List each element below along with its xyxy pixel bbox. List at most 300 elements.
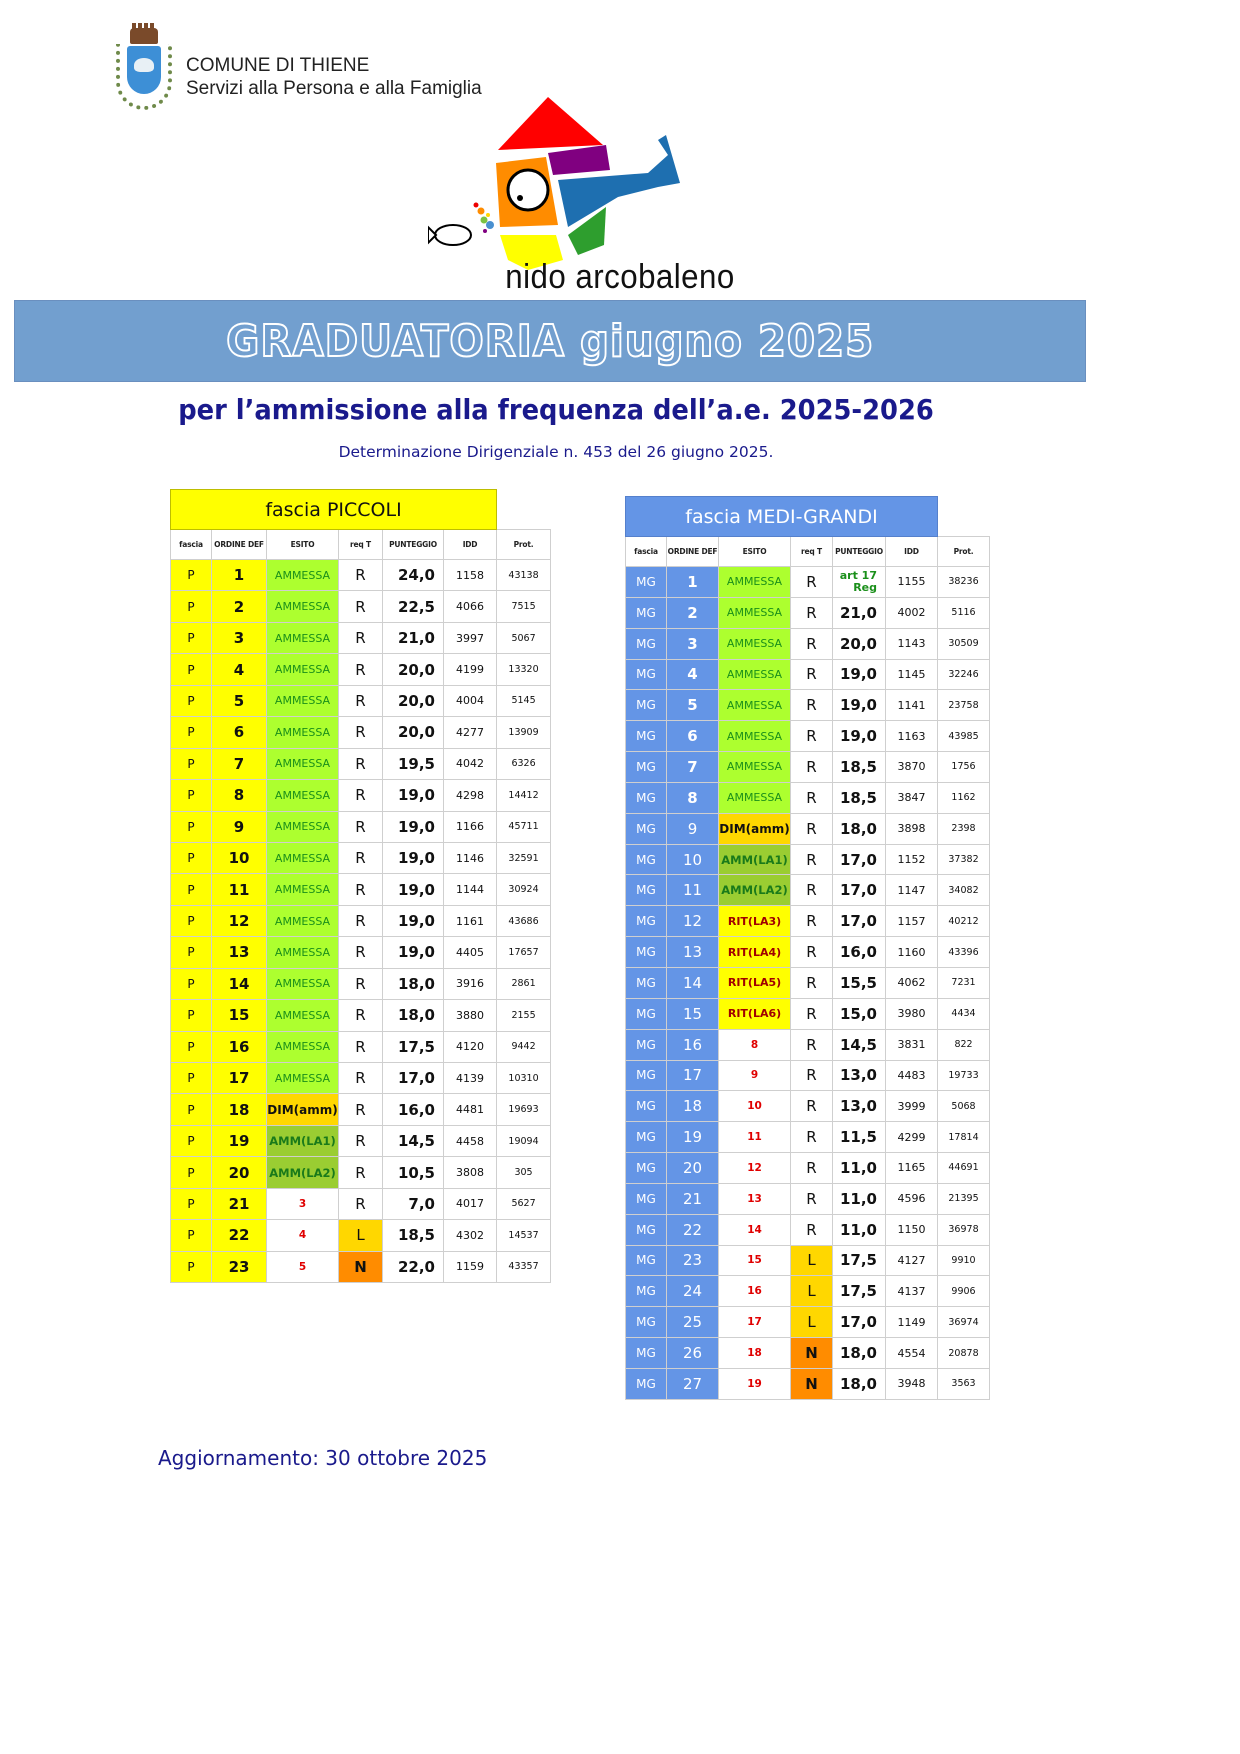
esito-cell: AMMESSA <box>267 811 339 842</box>
fascia-cell: MG <box>626 844 667 875</box>
req-cell: R <box>791 567 833 598</box>
table-row <box>626 659 990 690</box>
score-cell: 21,0 <box>833 597 886 628</box>
table-row <box>626 782 990 813</box>
prot-cell: 37382 <box>938 844 990 875</box>
req-cell: R <box>339 968 383 999</box>
fascia-cell: P <box>171 717 212 748</box>
order-cell: 1 <box>667 567 719 598</box>
esito-cell: 19 <box>719 1368 791 1399</box>
req-cell: R <box>791 721 833 752</box>
score-cell: 21,0 <box>383 622 444 653</box>
fascia-cell: P <box>171 968 212 999</box>
esito-cell: 17 <box>719 1307 791 1338</box>
esito-cell: AMMESSA <box>267 748 339 779</box>
last-update: Aggiornamento: 30 ottobre 2025 <box>158 1446 488 1470</box>
table-row <box>171 905 551 936</box>
score-cell: 24,0 <box>383 560 444 591</box>
score-cell: 17,0 <box>833 875 886 906</box>
esito-cell: AMM(LA2) <box>267 1157 339 1188</box>
table-row <box>626 690 990 721</box>
order-cell: 22 <box>667 1214 719 1245</box>
fascia-cell: MG <box>626 1029 667 1060</box>
medigrandi-table <box>625 496 990 1400</box>
idd-cell: 1141 <box>886 690 938 721</box>
prot-cell: 14412 <box>497 780 551 811</box>
esito-cell: AMM(LA1) <box>267 1125 339 1156</box>
score-cell: 18,0 <box>833 813 886 844</box>
table-row <box>171 780 551 811</box>
order-cell: 7 <box>667 752 719 783</box>
piccoli-table <box>170 489 551 1283</box>
table-row <box>626 1122 990 1153</box>
idd-cell: 3870 <box>886 752 938 783</box>
prot-cell: 7515 <box>497 591 551 622</box>
score-cell: art 17 Reg <box>833 567 886 598</box>
score-cell: 7,0 <box>383 1188 444 1219</box>
req-cell: R <box>791 1153 833 1184</box>
esito-cell: RIT(LA4) <box>719 937 791 968</box>
table-row <box>171 685 551 716</box>
score-cell: 19,0 <box>383 842 444 873</box>
table-row <box>171 1063 551 1094</box>
esito-cell: AMMESSA <box>719 782 791 813</box>
table-row <box>171 874 551 905</box>
prot-cell: 34082 <box>938 875 990 906</box>
column-header: IDD <box>886 537 938 567</box>
table-row <box>626 998 990 1029</box>
esito-cell: AMMESSA <box>719 752 791 783</box>
fascia-cell: P <box>171 874 212 905</box>
table-row <box>626 628 990 659</box>
fascia-cell: P <box>171 905 212 936</box>
score-cell: 13,0 <box>833 1091 886 1122</box>
esito-cell: AMMESSA <box>267 937 339 968</box>
prot-cell: 32591 <box>497 842 551 873</box>
req-cell: R <box>791 967 833 998</box>
order-cell: 14 <box>667 967 719 998</box>
idd-cell: 1147 <box>886 875 938 906</box>
score-cell: 11,5 <box>833 1122 886 1153</box>
order-cell: 15 <box>212 1000 267 1031</box>
idd-cell: 3808 <box>444 1157 497 1188</box>
prot-cell: 13320 <box>497 654 551 685</box>
table-row <box>626 1029 990 1060</box>
table-row <box>171 717 551 748</box>
order-cell: 22 <box>212 1220 267 1251</box>
score-cell: 19,0 <box>383 937 444 968</box>
score-cell: 20,0 <box>383 717 444 748</box>
req-cell: R <box>339 685 383 716</box>
esito-cell: AMM(LA2) <box>719 875 791 906</box>
idd-cell: 4004 <box>444 685 497 716</box>
fascia-cell: P <box>171 654 212 685</box>
fascia-cell: MG <box>626 937 667 968</box>
prot-cell: 10310 <box>497 1063 551 1094</box>
score-cell: 18,0 <box>833 1338 886 1369</box>
idd-cell: 3831 <box>886 1029 938 1060</box>
esito-cell: AMMESSA <box>267 1000 339 1031</box>
table-row <box>626 844 990 875</box>
table-row <box>626 937 990 968</box>
req-cell: R <box>791 659 833 690</box>
order-cell: 26 <box>667 1338 719 1369</box>
subtitle: per l’ammissione alla frequenza dell’a.e. 2025-2026 <box>178 393 934 426</box>
req-cell: N <box>339 1251 383 1282</box>
fascia-cell: P <box>171 591 212 622</box>
fascia-cell: MG <box>626 1183 667 1214</box>
table-row <box>626 1183 990 1214</box>
fascia-cell: P <box>171 1125 212 1156</box>
fascia-cell: P <box>171 1157 212 1188</box>
idd-cell: 3847 <box>886 782 938 813</box>
fascia-cell: MG <box>626 1214 667 1245</box>
fascia-cell: MG <box>626 752 667 783</box>
idd-cell: 4042 <box>444 748 497 779</box>
municipality-header <box>112 26 482 114</box>
order-cell: 17 <box>667 1060 719 1091</box>
prot-cell: 9910 <box>938 1245 990 1276</box>
score-cell: 19,0 <box>383 780 444 811</box>
coat-of-arms-icon <box>112 26 174 114</box>
order-cell: 16 <box>667 1029 719 1060</box>
column-header: ORDINE DEF <box>667 537 719 567</box>
prot-cell: 5116 <box>938 597 990 628</box>
prot-cell: 305 <box>497 1157 551 1188</box>
esito-cell: AMM(LA1) <box>719 844 791 875</box>
table-row <box>171 1031 551 1062</box>
score-cell: 18,5 <box>833 752 886 783</box>
prot-cell: 19733 <box>938 1060 990 1091</box>
score-cell: 18,0 <box>383 968 444 999</box>
req-cell: R <box>791 1091 833 1122</box>
req-cell: R <box>339 1063 383 1094</box>
order-cell: 18 <box>667 1091 719 1122</box>
score-cell: 22,0 <box>383 1251 444 1282</box>
req-cell: R <box>791 782 833 813</box>
fascia-cell: P <box>171 811 212 842</box>
req-cell: R <box>339 622 383 653</box>
score-cell: 10,5 <box>383 1157 444 1188</box>
score-cell: 15,0 <box>833 998 886 1029</box>
esito-cell: AMMESSA <box>267 905 339 936</box>
score-cell: 19,0 <box>383 874 444 905</box>
order-cell: 13 <box>667 937 719 968</box>
fascia-cell: P <box>171 842 212 873</box>
prot-cell: 2155 <box>497 1000 551 1031</box>
order-cell: 25 <box>667 1307 719 1338</box>
order-cell: 23 <box>212 1251 267 1282</box>
order-cell: 6 <box>667 721 719 752</box>
page-title: GRADUATORIA giugno 2025 <box>225 315 874 367</box>
req-cell: R <box>791 1183 833 1214</box>
fascia-cell: P <box>171 937 212 968</box>
prot-cell: 6326 <box>497 748 551 779</box>
esito-cell: 11 <box>719 1122 791 1153</box>
req-cell: R <box>791 844 833 875</box>
fascia-cell: MG <box>626 567 667 598</box>
esito-cell: AMMESSA <box>719 659 791 690</box>
table-row <box>626 721 990 752</box>
prot-cell: 13909 <box>497 717 551 748</box>
column-header: req T <box>339 530 383 560</box>
order-cell: 12 <box>212 905 267 936</box>
table-row <box>626 1307 990 1338</box>
idd-cell: 1166 <box>444 811 497 842</box>
table-row <box>171 842 551 873</box>
score-cell: 17,5 <box>833 1276 886 1307</box>
fascia-cell: MG <box>626 875 667 906</box>
fascia-cell: P <box>171 685 212 716</box>
fascia-cell: MG <box>626 1368 667 1399</box>
order-cell: 5 <box>212 685 267 716</box>
idd-cell: 4483 <box>886 1060 938 1091</box>
fascia-cell: MG <box>626 1338 667 1369</box>
fascia-cell: MG <box>626 1122 667 1153</box>
esito-cell: 8 <box>719 1029 791 1060</box>
score-cell: 19,0 <box>383 811 444 842</box>
idd-cell: 1146 <box>444 842 497 873</box>
order-cell: 24 <box>667 1276 719 1307</box>
prot-cell: 5068 <box>938 1091 990 1122</box>
order-cell: 19 <box>212 1125 267 1156</box>
score-cell: 15,5 <box>833 967 886 998</box>
order-cell: 11 <box>212 874 267 905</box>
column-header: ESITO <box>719 537 791 567</box>
esito-cell: DIM(amm) <box>719 813 791 844</box>
score-cell: 20,0 <box>383 685 444 716</box>
idd-cell: 4017 <box>444 1188 497 1219</box>
table-row <box>171 937 551 968</box>
req-cell: R <box>339 905 383 936</box>
prot-cell: 23758 <box>938 690 990 721</box>
prot-cell: 822 <box>938 1029 990 1060</box>
table-row <box>626 1338 990 1369</box>
table-row <box>626 1091 990 1122</box>
idd-cell: 3880 <box>444 1000 497 1031</box>
prot-cell: 36974 <box>938 1307 990 1338</box>
fascia-cell: P <box>171 1000 212 1031</box>
order-cell: 10 <box>212 842 267 873</box>
fascia-cell: MG <box>626 998 667 1029</box>
req-cell: R <box>791 813 833 844</box>
order-cell: 21 <box>212 1188 267 1219</box>
esito-cell: AMMESSA <box>267 591 339 622</box>
fascia-cell: MG <box>626 782 667 813</box>
order-cell: 20 <box>667 1153 719 1184</box>
prot-cell: 3563 <box>938 1368 990 1399</box>
esito-cell: 15 <box>719 1245 791 1276</box>
prot-cell: 30509 <box>938 628 990 659</box>
order-cell: 12 <box>667 906 719 937</box>
order-cell: 6 <box>212 717 267 748</box>
table-row <box>171 654 551 685</box>
prot-cell: 43357 <box>497 1251 551 1282</box>
order-cell: 17 <box>212 1063 267 1094</box>
prot-cell: 17814 <box>938 1122 990 1153</box>
fascia-cell: MG <box>626 721 667 752</box>
prot-cell: 4434 <box>938 998 990 1029</box>
esito-cell: 3 <box>267 1188 339 1219</box>
idd-cell: 4199 <box>444 654 497 685</box>
req-cell: R <box>791 1214 833 1245</box>
order-cell: 10 <box>667 844 719 875</box>
fascia-cell: P <box>171 748 212 779</box>
score-cell: 17,5 <box>833 1245 886 1276</box>
idd-cell: 1161 <box>444 905 497 936</box>
table-row <box>171 622 551 653</box>
req-cell: R <box>339 937 383 968</box>
prot-cell: 43985 <box>938 721 990 752</box>
order-cell: 20 <box>212 1157 267 1188</box>
esito-cell: RIT(LA3) <box>719 906 791 937</box>
req-cell: R <box>339 654 383 685</box>
req-cell: L <box>791 1276 833 1307</box>
table-row <box>626 1276 990 1307</box>
table-row <box>626 1245 990 1276</box>
score-cell: 19,0 <box>833 690 886 721</box>
fascia-cell: P <box>171 780 212 811</box>
prot-cell: 19693 <box>497 1094 551 1125</box>
score-cell: 17,0 <box>383 1063 444 1094</box>
order-cell: 14 <box>212 968 267 999</box>
fascia-cell: MG <box>626 813 667 844</box>
esito-cell: AMMESSA <box>267 780 339 811</box>
column-header-row <box>626 537 990 567</box>
table-row <box>171 1220 551 1251</box>
prot-cell: 40212 <box>938 906 990 937</box>
order-cell: 18 <box>212 1094 267 1125</box>
piccoli-title: fascia PICCOLI <box>171 490 497 530</box>
req-cell: R <box>339 717 383 748</box>
prot-cell: 5145 <box>497 685 551 716</box>
esito-cell: AMMESSA <box>719 567 791 598</box>
score-cell: 17,0 <box>833 844 886 875</box>
table-row <box>626 597 990 628</box>
table-row <box>626 813 990 844</box>
order-cell: 21 <box>667 1183 719 1214</box>
esito-cell: AMMESSA <box>267 654 339 685</box>
fascia-cell: MG <box>626 906 667 937</box>
prot-cell: 1756 <box>938 752 990 783</box>
fascia-cell: P <box>171 560 212 591</box>
table-row <box>626 752 990 783</box>
prot-cell: 19094 <box>497 1125 551 1156</box>
prot-cell: 21395 <box>938 1183 990 1214</box>
req-cell: R <box>339 1000 383 1031</box>
table-row <box>171 1251 551 1282</box>
esito-cell: AMMESSA <box>267 1031 339 1062</box>
idd-cell: 1143 <box>886 628 938 659</box>
esito-cell: 5 <box>267 1251 339 1282</box>
esito-cell: AMMESSA <box>267 842 339 873</box>
table-row <box>626 1060 990 1091</box>
prot-cell: 9906 <box>938 1276 990 1307</box>
idd-cell: 4120 <box>444 1031 497 1062</box>
idd-cell: 1158 <box>444 560 497 591</box>
score-cell: 18,5 <box>833 782 886 813</box>
prot-cell: 45711 <box>497 811 551 842</box>
table-row <box>626 875 990 906</box>
idd-cell: 4405 <box>444 937 497 968</box>
score-cell: 18,0 <box>833 1368 886 1399</box>
order-cell: 23 <box>667 1245 719 1276</box>
esito-cell: DIM(amm) <box>267 1094 339 1125</box>
req-cell: R <box>339 842 383 873</box>
esito-cell: AMMESSA <box>719 597 791 628</box>
esito-cell: 4 <box>267 1220 339 1251</box>
score-cell: 18,5 <box>383 1220 444 1251</box>
table-row <box>626 906 990 937</box>
score-cell: 19,0 <box>833 721 886 752</box>
order-cell: 19 <box>667 1122 719 1153</box>
fascia-cell: MG <box>626 967 667 998</box>
idd-cell: 4277 <box>444 717 497 748</box>
req-cell: N <box>791 1338 833 1369</box>
order-cell: 2 <box>212 591 267 622</box>
esito-cell: AMMESSA <box>267 717 339 748</box>
fascia-cell: MG <box>626 1307 667 1338</box>
fascia-cell: P <box>171 1063 212 1094</box>
prot-cell: 43396 <box>938 937 990 968</box>
fascia-cell: MG <box>626 597 667 628</box>
prot-cell: 32246 <box>938 659 990 690</box>
esito-cell: 12 <box>719 1153 791 1184</box>
esito-cell: 13 <box>719 1183 791 1214</box>
req-cell: R <box>791 937 833 968</box>
prot-cell: 7231 <box>938 967 990 998</box>
order-cell: 11 <box>667 875 719 906</box>
score-cell: 17,0 <box>833 906 886 937</box>
esito-cell: AMMESSA <box>267 874 339 905</box>
score-cell: 16,0 <box>383 1094 444 1125</box>
req-cell: R <box>791 752 833 783</box>
order-cell: 8 <box>667 782 719 813</box>
idd-cell: 4596 <box>886 1183 938 1214</box>
req-cell: R <box>339 811 383 842</box>
idd-cell: 3997 <box>444 622 497 653</box>
idd-cell: 1165 <box>886 1153 938 1184</box>
fascia-cell: P <box>171 1220 212 1251</box>
column-header: req T <box>791 537 833 567</box>
prot-cell: 38236 <box>938 567 990 598</box>
column-header: Prot. <box>938 537 990 567</box>
req-cell: R <box>791 998 833 1029</box>
table-row <box>171 968 551 999</box>
header-text <box>186 54 482 100</box>
prot-cell: 44691 <box>938 1153 990 1184</box>
institution-name: COMUNE DI THIENE <box>186 55 370 76</box>
req-cell: R <box>791 1029 833 1060</box>
idd-cell: 1144 <box>444 874 497 905</box>
column-header: fascia <box>171 530 212 560</box>
column-header: fascia <box>626 537 667 567</box>
table-row <box>171 811 551 842</box>
prot-cell: 20878 <box>938 1338 990 1369</box>
prot-cell: 43686 <box>497 905 551 936</box>
esito-cell: AMMESSA <box>719 721 791 752</box>
idd-cell: 3980 <box>886 998 938 1029</box>
column-header-row <box>171 530 551 560</box>
prot-cell: 30924 <box>497 874 551 905</box>
req-cell: R <box>339 874 383 905</box>
esito-cell: 16 <box>719 1276 791 1307</box>
prot-cell: 9442 <box>497 1031 551 1062</box>
idd-cell: 1160 <box>886 937 938 968</box>
idd-cell: 4137 <box>886 1276 938 1307</box>
fascia-cell: P <box>171 622 212 653</box>
idd-cell: 1163 <box>886 721 938 752</box>
